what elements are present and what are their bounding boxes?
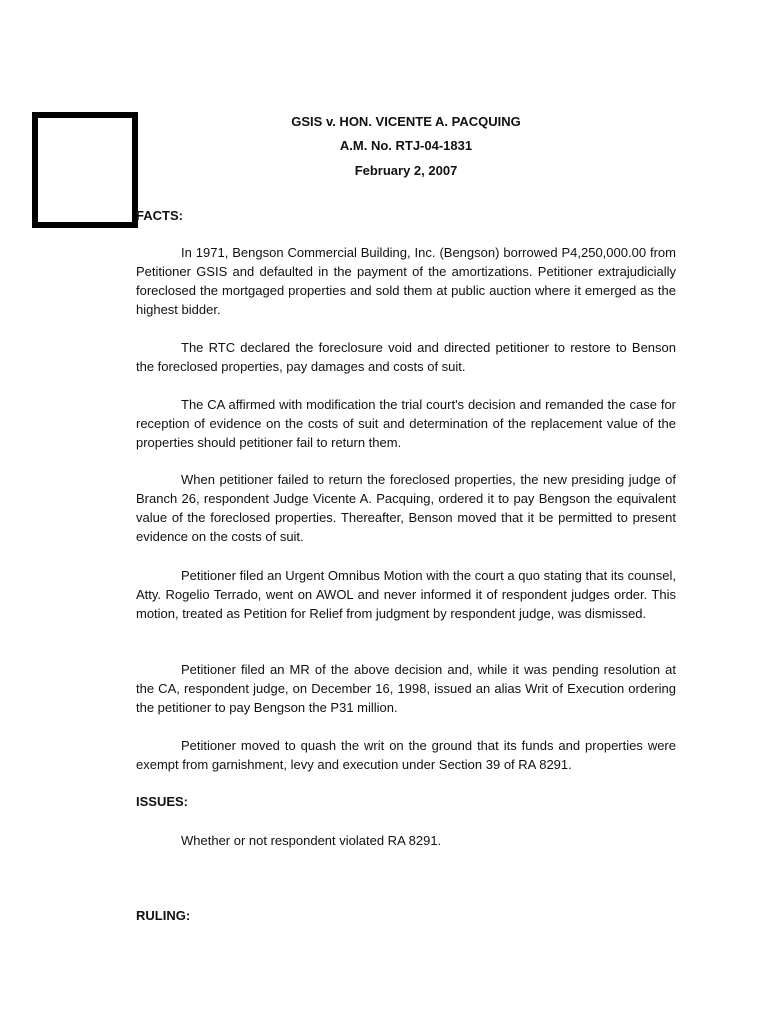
facts-paragraph: The CA affirmed with modification the trial court's decision and remanded the case for reception of evidence on the costs of suit and determination of the replacement value of the properties should petitioner fail to return them.: [136, 397, 676, 450]
facts-paragraph: Petitioner filed an MR of the above decision and, while it was pending resolution at the CA, respondent judge, on December 16, 1998, issued an alias Writ of Execution ordering the petitioner to pay Bengson the P31 million.: [136, 662, 676, 715]
issues-heading: ISSUES:: [136, 794, 189, 809]
case-title: GSIS v. HON. VICENTE A. PACQUING: [291, 114, 521, 129]
ruling-heading: RULING:: [136, 908, 191, 923]
issue-item: Whether or not respondent violated RA 8291.: [181, 833, 442, 848]
facts-heading: FACTS:: [136, 208, 183, 223]
facts-paragraph: Petitioner filed an Urgent Omnibus Motion with the court a quo stating that its counsel, Atty. Rogelio Terrado, went on AWOL and never informed it of respondent judges order. This motion, treated as Petition for Relief from judgment by respondent judge, was dismissed.: [136, 568, 676, 621]
case-date: February 2, 2007: [354, 163, 458, 178]
facts-paragraph: When petitioner failed to return the foreclosed properties, the new presiding judge of Branch 26, respondent Judge Vicente A. Pacquing, ordered it to pay Bengson the equivalent value of the foreclosed properties. Thereafter, Benson moved that it be permitted to present evidence on the costs of suit.: [136, 472, 676, 544]
black-square-outline: [32, 112, 138, 228]
case-number: A.M. No. RTJ-04-1831: [339, 138, 473, 153]
facts-paragraph: The RTC declared the foreclosure void and directed petitioner to restore to Benson the foreclosed properties, pay damages and costs of suit.: [136, 340, 676, 374]
facts-paragraph: Petitioner moved to quash the writ on the ground that its funds and properties were exempt from garnishment, levy and execution under Section 39 of RA 8291.: [136, 738, 676, 772]
facts-paragraph: In 1971, Bengson Commercial Building, Inc. (Bengson) borrowed P4,250,000.00 from Petitioner GSIS and defaulted in the payment of the amortizations. Petitioner extrajudicially foreclosed the mortgaged properties and sold them at public auction where it emerged as the highest bidder.: [136, 245, 676, 317]
